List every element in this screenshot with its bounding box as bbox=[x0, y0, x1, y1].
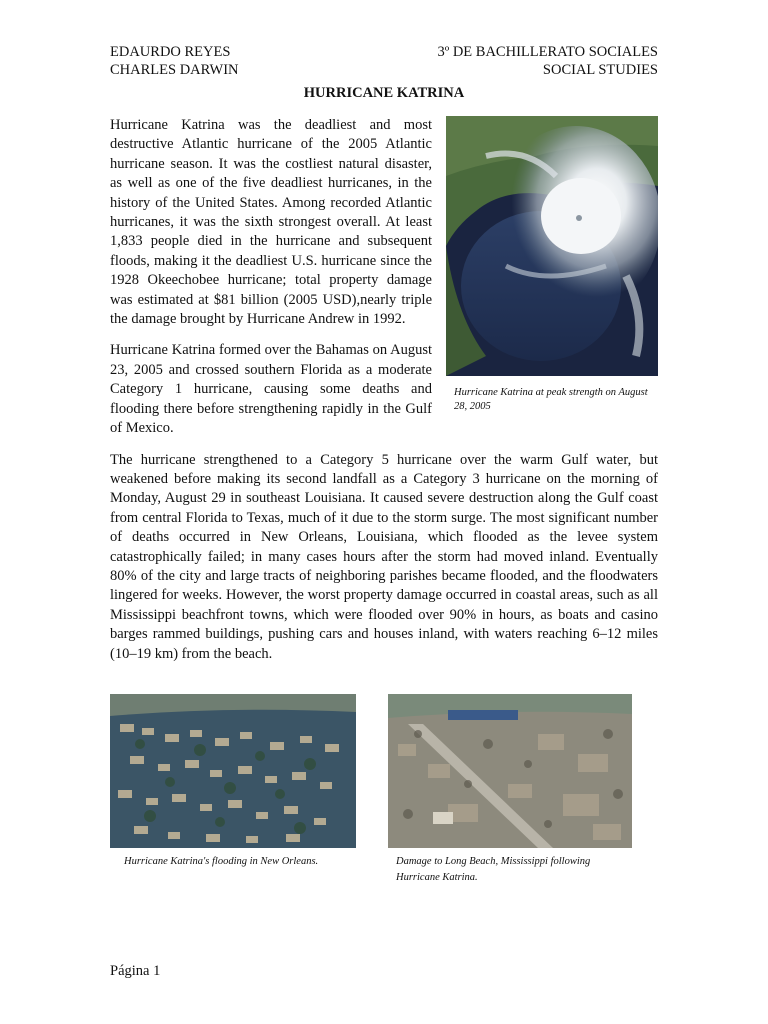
header-right bbox=[437, 43, 658, 79]
course-name: 3º DE BACHILLERATO SOCIALES bbox=[437, 44, 658, 60]
damage-figure bbox=[388, 694, 636, 886]
damage-photo bbox=[388, 694, 632, 848]
bottom-figures bbox=[110, 694, 658, 894]
paragraph-1: Hurricane Katrina was the deadliest and most destructive Atlantic hurricane of the 2005 Atlantic hurricane season. It was the costliest natural disaster, as well as one of the five deadliest hurricanes, in the history of the United States. Among recorded Atlantic hurricanes, it was the sixth strongest overall. At least 1,833 people died in the hurricane and subsequent floods, making it the deadliest U.S. hurricane since the 1928 Okeechobee hurricane; total property damage was estimated at $81 billion (2005 USD),nearly triple the damage brought by Hurricane Andrew in 1992. bbox=[110, 117, 432, 328]
flood-caption: Hurricane Katrina's flooding in New Orleans. bbox=[124, 856, 319, 867]
satellite-figure bbox=[446, 116, 658, 414]
author-name-2: CHARLES DARWIN bbox=[110, 62, 239, 78]
paragraph-2: Hurricane Katrina formed over the Bahamas on August 23, 2005 and crossed southern Florida as a moderate Category 1 hurricane, causing some deaths and flooding there before strengthening rapidly in the Gulf of Mexico. bbox=[110, 342, 432, 437]
page-title: HURRICANE KATRINA bbox=[303, 85, 465, 101]
damage-caption: Damage to Long Beach, Mississippi following Hurricane Katrina. bbox=[396, 856, 591, 883]
flood-figure bbox=[110, 694, 356, 870]
article-body bbox=[110, 116, 658, 676]
author-name-1: EDAURDO REYES bbox=[110, 44, 231, 60]
flooding-photo bbox=[110, 694, 356, 848]
subject-name: SOCIAL STUDIES bbox=[542, 62, 658, 78]
satellite-caption: Hurricane Katrina at peak strength on August 28, 2005 bbox=[454, 387, 648, 412]
hurricane-satellite-image bbox=[446, 116, 658, 376]
header-left bbox=[110, 43, 239, 79]
paragraph-3: The hurricane strengthened to a Category 5 hurricane over the warm Gulf water, but weakened before making its second landfall as a Category 3 hurricane on the morning of Monday, August 29 in southeast Louisiana. It caused severe destruction along the Gulf coast from central Florida to Texas, much of it due to the storm surge. The most significant number of deaths occurred in New Orleans, Louisiana, which flooded as the levee system catastrophically failed; in many cases hours after the storm had moved inland. Eventually 80% of the city and large tracts of neighboring parishes became flooded, and the floodwaters lingered for weeks. However, the worst property damage occurred in coastal areas, such as all Mississippi beachfront towns, which were flooded over 90% in hours, as boats and casino barges rammed buildings, pushing cars and houses inland, with waters reaching 6–12 miles (10–19 km) from the beach. bbox=[110, 451, 658, 662]
page-number: Página 1 bbox=[110, 963, 161, 979]
